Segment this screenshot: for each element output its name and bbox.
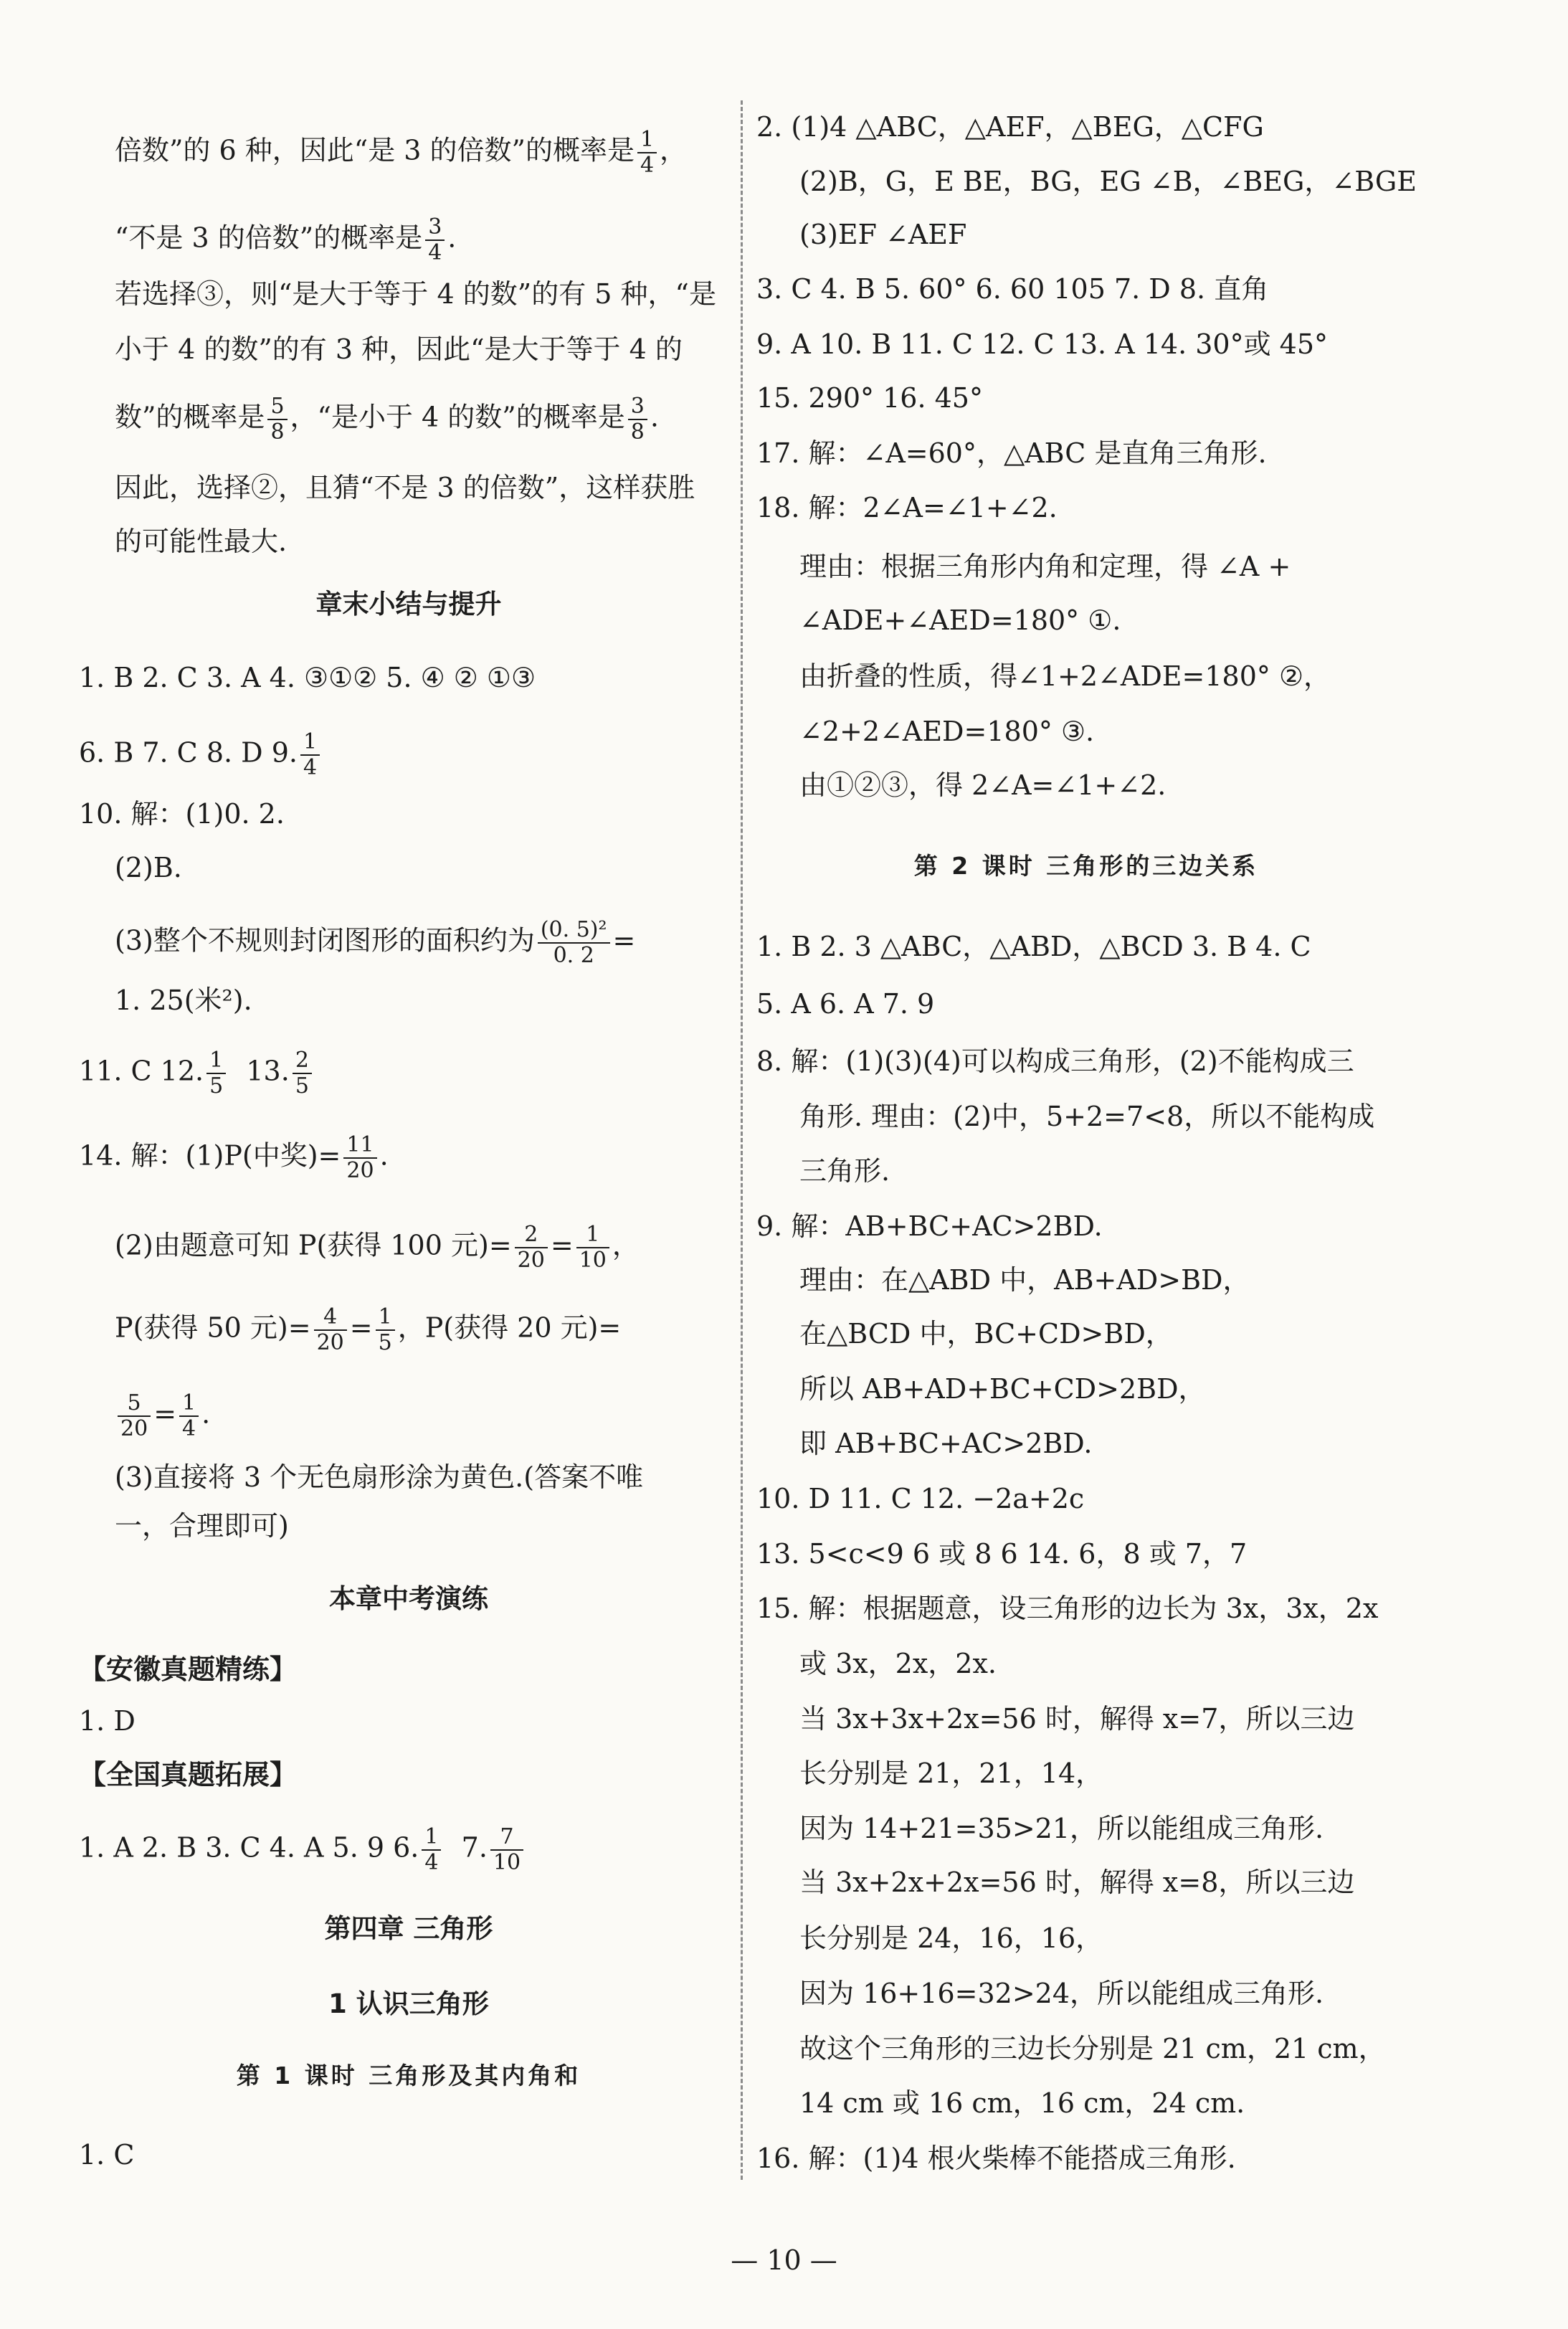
denominator: 5: [295, 1073, 309, 1099]
text: 13.: [246, 1055, 290, 1087]
answer-line: 因为 16+16=32>24，所以能组成三角形.: [799, 1978, 1324, 2009]
answer-line: 或 3x，2x，2x.: [799, 1648, 997, 1679]
answer-line: 17. 解：∠A=60°，△ABC 是直角三角形.: [756, 437, 1267, 469]
text: 倍数”的 6 种，因此“是 3 的倍数”的概率是: [115, 134, 635, 166]
fraction: [422, 1825, 441, 1875]
denominator: 10: [579, 1248, 607, 1273]
text: =: [349, 1311, 373, 1344]
answer-line: 1. 25(米²).: [115, 985, 252, 1016]
text: P(获得 50 元)=: [115, 1311, 311, 1344]
denominator: 4: [428, 240, 442, 265]
answer-line: (3)直接将 3 个无色扇形涂为黄色.(答案不唯: [115, 1461, 644, 1493]
answer-line: 由折叠的性质，得∠1+2∠ADE=180° ②，: [799, 660, 1331, 692]
text: (3)整个不规则封闭图形的面积约为: [115, 924, 535, 957]
answer-line: 当 3x+2x+2x=56 时，解得 x=8，所以三边: [799, 1866, 1355, 1898]
numerator: 11: [343, 1133, 376, 1159]
answer-line: 1. B 2. C 3. A 4. ③①② 5. ④ ② ①③: [79, 662, 536, 693]
text: =: [153, 1398, 177, 1430]
fraction: [118, 1391, 151, 1441]
answer-line: [115, 1304, 622, 1355]
section-title: 本章中考演练: [329, 1583, 488, 1614]
answer-line: 13. 5<c<9 6 或 8 6 14. 6，8 或 7，7: [756, 1538, 1248, 1570]
fraction: [314, 1305, 347, 1355]
answer-line: 由①②③，得 2∠A=∠1+∠2.: [799, 769, 1167, 801]
fraction: [376, 1305, 395, 1355]
denominator: 20: [346, 1158, 374, 1183]
numerator: 7: [490, 1825, 523, 1851]
answer-line: [79, 1824, 526, 1875]
text-line: [115, 394, 659, 445]
numerator: 1: [206, 1048, 226, 1074]
answer-line: 1. C: [79, 2139, 135, 2171]
text: .: [447, 222, 457, 254]
lesson-title: 第 1 课时 三角形及其内角和: [236, 2062, 581, 2090]
page-number: — 10 —: [731, 2244, 837, 2276]
fraction: [293, 1048, 312, 1099]
text: 6. B 7. C 8. D 9.: [79, 736, 298, 769]
denominator: 4: [640, 153, 655, 178]
answer-line: 18. 解：2∠A=∠1+∠2.: [756, 492, 1058, 523]
denominator: 5: [378, 1330, 392, 1355]
text: (2)由题意可知 P(获得 100 元)=: [115, 1229, 512, 1261]
answer-line: 9. A 10. B 11. C 12. C 13. A 14. 30°或 45°: [756, 328, 1329, 360]
answer-line: 3. C 4. B 5. 60° 6. 60 105 7. D 8. 直角: [756, 273, 1269, 305]
denominator: 20: [316, 1330, 344, 1355]
lesson-title: 第 2 课时 三角形的三边关系: [913, 852, 1259, 880]
answer-line: 当 3x+3x+2x=56 时，解得 x=7，所以三边: [799, 1703, 1355, 1735]
numerator: 2: [293, 1048, 312, 1074]
text-line: 的可能性最大.: [115, 526, 288, 557]
subsection-title: 【全国真题拓展】: [79, 1759, 298, 1790]
denominator: 5: [209, 1073, 224, 1099]
text: 11. C 12.: [79, 1055, 204, 1087]
text: 数”的概率是: [115, 401, 265, 433]
answer-line: 15. 290° 16. 45°: [756, 382, 983, 414]
text: =: [550, 1229, 574, 1261]
answer-line: ∠ADE+∠AED=180° ①.: [799, 604, 1121, 636]
text: ，: [660, 134, 688, 166]
text: ，: [612, 1229, 640, 1261]
denominator: 8: [270, 419, 285, 445]
numerator: 3: [425, 215, 445, 241]
answer-line: [115, 1390, 211, 1441]
answer-line: 长分别是 21，21，14，: [799, 1758, 1103, 1789]
numerator: 3: [628, 394, 647, 420]
denominator: 4: [303, 755, 318, 780]
text: 1. A 2. B 3. C 4. A 5. 9 6.: [79, 1831, 419, 1864]
numerator: (0. 5)²: [538, 918, 610, 944]
fraction: [267, 394, 287, 445]
numerator: 1: [179, 1391, 199, 1417]
text: 7.: [461, 1831, 488, 1864]
text: 14. 解：(1)P(中奖)=: [79, 1139, 341, 1172]
text: ，“是小于 4 的数”的概率是: [290, 401, 625, 433]
numerator: 1: [637, 128, 657, 153]
section-title: 章末小结与提升: [315, 589, 502, 620]
text: .: [379, 1139, 389, 1172]
answer-line: 10. 解：(1)0. 2.: [79, 798, 285, 830]
answer-line: 理由：根据三角形内角和定理，得 ∠A +: [799, 551, 1291, 582]
answer-line: 2. (1)4 △ABC，△AEF，△BEG，△CFG: [756, 111, 1264, 143]
answer-line: [115, 1222, 640, 1273]
fraction: [300, 730, 320, 780]
text: .: [650, 401, 659, 433]
answer-line: 5. A 6. A 7. 9: [756, 988, 935, 1020]
numerator: 2: [515, 1223, 548, 1248]
answer-line: 8. 解：(1)(3)(4)可以构成三角形，(2)不能构成三: [756, 1045, 1354, 1077]
fraction: [538, 918, 610, 968]
answer-line: [115, 917, 636, 968]
fraction: [343, 1133, 376, 1183]
answer-line: 10. D 11. C 12. −2a+2c: [756, 1483, 1085, 1514]
answer-line: [79, 1132, 389, 1183]
text-line: [115, 214, 457, 265]
fraction: [637, 128, 657, 178]
answer-line: 一，合理即可): [115, 1510, 289, 1542]
denominator: 4: [424, 1850, 439, 1875]
answer-line: 14 cm 或 16 cm，16 cm，24 cm.: [799, 2087, 1245, 2119]
text: “不是 3 的倍数”的概率是: [115, 222, 423, 254]
fraction: [576, 1223, 609, 1273]
denominator: 10: [493, 1850, 521, 1875]
answer-line: 1. D: [79, 1705, 136, 1737]
answer-line: [79, 729, 323, 780]
numerator: 4: [314, 1305, 347, 1331]
text: ，P(获得 20 元)=: [397, 1311, 622, 1344]
answer-line: 所以 AB+AD+BC+CD>2BD，: [799, 1373, 1206, 1405]
fraction: [179, 1391, 199, 1441]
denominator: 0. 2: [553, 943, 594, 968]
column-divider: [741, 100, 743, 2180]
answer-line: 15. 解：根据题意，设三角形的边长为 3x，3x，2x: [756, 1593, 1379, 1624]
answer-line: 三角形.: [799, 1155, 890, 1187]
numerator: 5: [118, 1391, 151, 1417]
answer-line: 9. 解：AB+BC+AC>2BD.: [756, 1210, 1103, 1242]
answer-line: (2)B，G，E BE，BG，EG ∠B，∠BEG，∠BGE: [799, 166, 1417, 197]
answer-line: 1. B 2. 3 △ABC，△ABD，△BCD 3. B 4. C: [756, 931, 1311, 962]
answer-line: 在△BCD 中，BC+CD>BD，: [799, 1318, 1173, 1350]
fraction: [425, 215, 445, 265]
denominator: 20: [517, 1248, 545, 1273]
answer-line: 16. 解：(1)4 根火柴棒不能搭成三角形.: [756, 2143, 1236, 2174]
numerator: 1: [376, 1305, 395, 1331]
answer-line: (2)B.: [115, 852, 182, 883]
text-line: [115, 127, 688, 178]
answer-line: ∠2+2∠AED=180° ③.: [799, 716, 1095, 747]
answer-line: 故这个三角形的三边长分别是 21 cm，21 cm，: [799, 2033, 1386, 2064]
chapter-title: 第四章 三角形: [324, 1913, 493, 1944]
denominator: 20: [120, 1416, 148, 1441]
section-title: 1 认识三角形: [328, 1988, 489, 2019]
fraction: [206, 1048, 226, 1099]
fraction: [490, 1825, 523, 1875]
text: .: [201, 1398, 211, 1430]
answer-line: 角形. 理由：(2)中，5+2=7<8，所以不能构成: [799, 1101, 1375, 1132]
denominator: 8: [630, 419, 645, 445]
subsection-title: 【安徽真题精练】: [79, 1654, 298, 1685]
text-line: 若选择③，则“是大于等于 4 的数”的有 5 种，“是: [115, 278, 716, 310]
numerator: 5: [267, 394, 287, 420]
fraction: [628, 394, 647, 445]
answer-line: 因为 14+21=35>21，所以能组成三角形.: [799, 1813, 1324, 1844]
text-line: 小于 4 的数”的有 3 种，因此“是大于等于 4 的: [115, 333, 683, 365]
fraction: [515, 1223, 548, 1273]
answer-line: 长分别是 24，16，16，: [799, 1922, 1103, 1954]
denominator: 4: [182, 1416, 196, 1441]
text: =: [612, 924, 636, 957]
numerator: 1: [576, 1223, 609, 1248]
text-line: 因此，选择②，且猜“不是 3 的倍数”，这样获胜: [115, 472, 695, 503]
numerator: 1: [422, 1825, 441, 1851]
answer-line: 理由：在△ABD 中，AB+AD>BD，: [799, 1264, 1250, 1296]
answer-line: (3)EF ∠AEF: [799, 219, 967, 250]
answer-line: [79, 1048, 315, 1099]
answer-line: 即 AB+BC+AC>2BD.: [799, 1428, 1093, 1459]
numerator: 1: [300, 730, 320, 756]
